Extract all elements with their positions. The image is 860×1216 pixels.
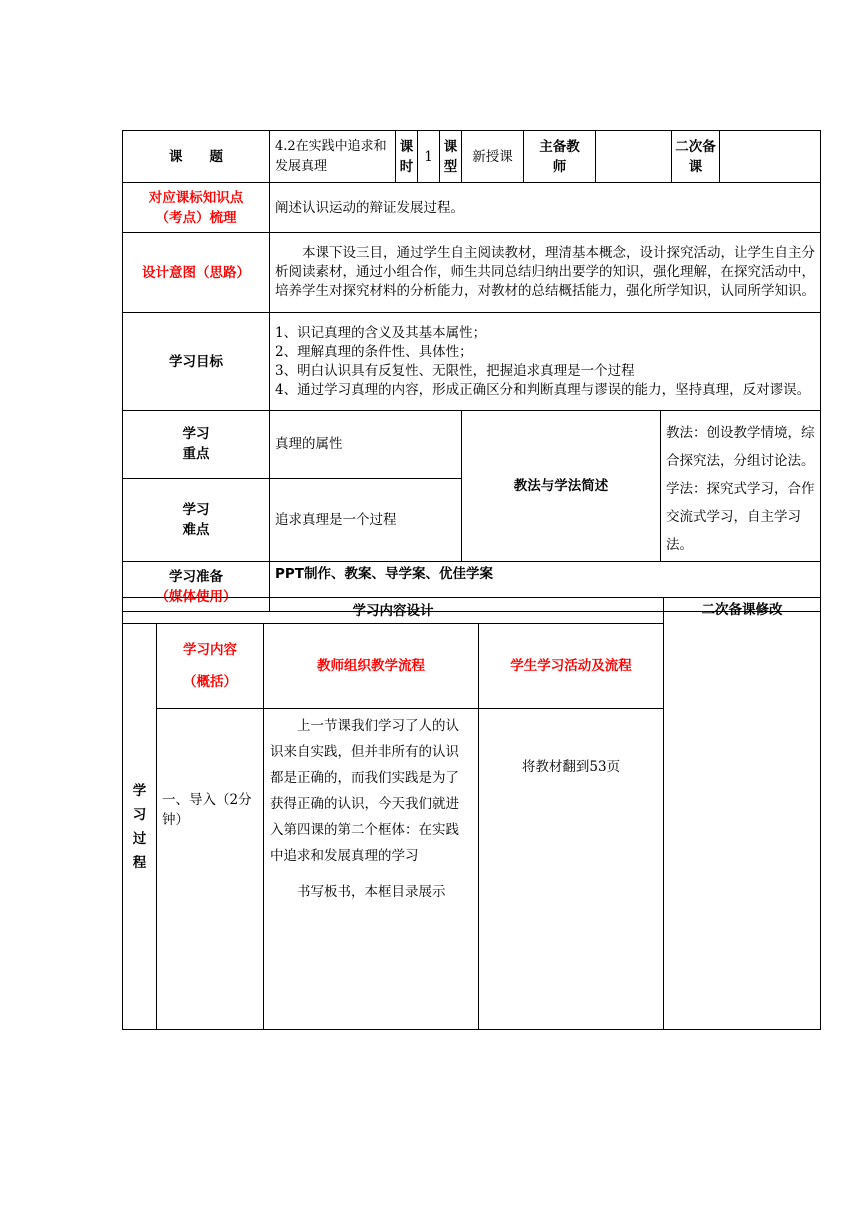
process-label-text: 学习过程: [132, 782, 147, 871]
standards-label-line1: 对应课标知识点: [148, 189, 244, 206]
difficulty-label-line1: 学习: [182, 501, 210, 518]
standards-label-line2: （考点）梳理: [155, 209, 237, 226]
objective-item: 4、通过学习真理的内容，形成正确区分和判断真理与谬误的能力，坚持真理，反对谬误。: [275, 381, 811, 398]
second-prep-label: 二次备课: [672, 131, 720, 183]
objectives-content: [270, 313, 821, 411]
preparation-label-line2: （媒体使用）: [155, 588, 237, 605]
col-content-line1: 学习内容: [183, 642, 237, 658]
teacher-value: [596, 131, 672, 183]
standards-content: 阐述认识运动的辩证发展过程。: [270, 183, 821, 233]
col-content-line2: （概括）: [183, 674, 237, 690]
difficulty-label: [123, 478, 270, 561]
preparation-content: PPT制作、教案、导学案、优佳学案: [270, 562, 821, 612]
teaching-method: 教法：创设教学情境，综合探究法，分组讨论法。: [666, 425, 815, 469]
methods-content: [661, 411, 821, 562]
col-teacher-header: 教师组织教学流程: [264, 624, 479, 709]
key-point-label: [123, 411, 270, 479]
methods-label: 教法与学法简述: [462, 411, 661, 562]
lesson-info-table: [122, 130, 821, 612]
teacher-label: 主备教师: [524, 131, 596, 183]
objective-item: 3、明白认识具有反复性、无限性，把握追求真理是一个过程: [275, 362, 635, 379]
hours-value: 1: [418, 131, 440, 183]
row1-teacher: [264, 709, 479, 1030]
topic-value: 4.2在实践中追求和发展真理: [270, 131, 396, 183]
difficulty-label-line2: 难点: [182, 521, 210, 538]
objective-item: 1、识记真理的含义及其基本属性；: [275, 324, 487, 341]
standards-label: [123, 183, 270, 233]
content-design-title: 学习内容设计: [123, 598, 664, 624]
design-content: 本课下设三目，通过学生自主阅读教材，理清基本概念，设计探究活动，让学生自主分析阅读素材，通过小组合作，师生共同总结归纳出要学的知识，强化理解，在探究活动中，培养学生对探究材料的分析能力，对教材的总结概括能力，强化所学知识，认同所学知识。: [270, 233, 821, 313]
row1-student: 将教材翻到53页: [479, 709, 664, 1030]
objective-item: 2、理解真理的条件性、具体性；: [275, 343, 473, 360]
col-content-header: [157, 624, 264, 709]
content-design-table: [122, 597, 821, 1030]
key-point-content: 真理的属性: [270, 411, 462, 479]
difficulty-content: 追求真理是一个过程: [270, 478, 462, 561]
row1-teacher-paragraph: 书写板书，本框目录展示: [297, 884, 446, 900]
topic-label: 课 题: [123, 131, 270, 183]
preparation-label-line1: 学习准备: [169, 568, 223, 585]
key-point-label-line1: 学习: [182, 426, 210, 443]
process-label: [123, 624, 157, 1030]
type-value: 新授课: [462, 131, 524, 183]
col-student-header: 学生学习活动及流程: [479, 624, 664, 709]
objectives-label: 学习目标: [123, 313, 270, 411]
key-point-label-line2: 重点: [182, 446, 210, 463]
type-label: 课型: [440, 131, 462, 183]
learning-method: 学法：探究式学习，合作交流式学习，自主学习法。: [666, 481, 815, 553]
design-label: 设计意图（思路）: [123, 233, 270, 313]
second-prep-value: [720, 131, 821, 183]
revision-column: 二次备课修改: [664, 598, 821, 1030]
row1-teacher-paragraph: 上一节课我们学习了人的认识来自实践，但并非所有的认识都是正确的，而我们实践是为了获得正确的认识，今天我们就进入第四课的第二个框体：在实践中追求和发展真理的学习: [270, 718, 459, 864]
row1-content: 一、导入（2分钟）: [157, 709, 264, 1030]
hours-label: 课时: [396, 131, 418, 183]
